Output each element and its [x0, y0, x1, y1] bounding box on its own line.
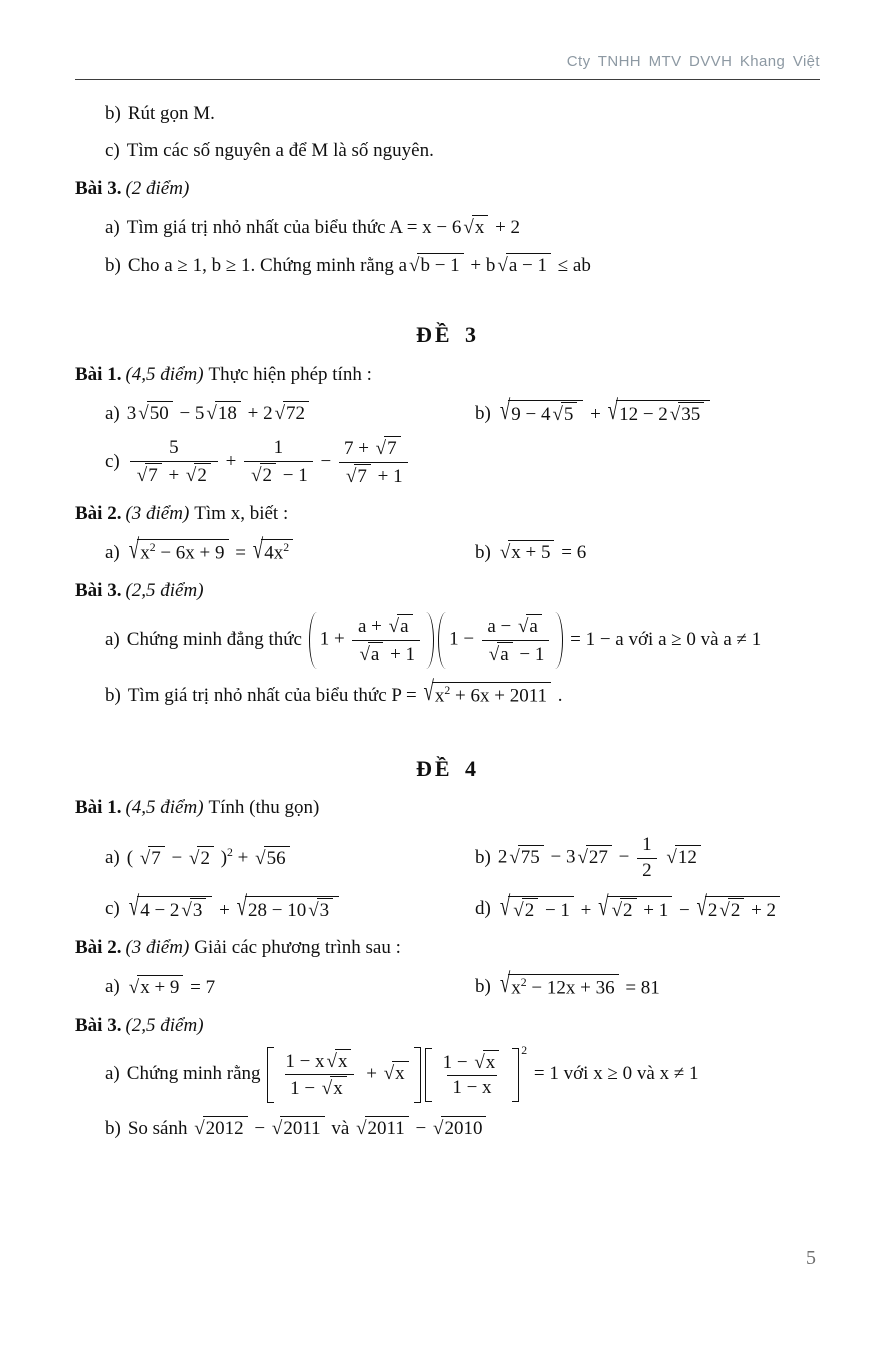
- math-formula: √ 9 − 4 √ 5 + √ 12 − 2 √ 35: [498, 400, 712, 428]
- math-formula: √ 4 − 2 √ 3 + √ 28 − 10 √ 3: [127, 896, 341, 924]
- math-formula: 5 √ 7 + √ 2 + 1 √ 2 − 1 − 7 + √ 7 √ 7 + 1: [127, 451, 411, 472]
- exercise-instruction: Giải các phương trình sau :: [194, 937, 401, 959]
- item-label: b): [475, 402, 491, 424]
- de4-title: ĐỀ 4: [415, 755, 480, 781]
- de4-bai1-row-cd: [75, 891, 820, 924]
- de4-bai1-heading: [75, 796, 820, 821]
- company-name: Cty TNHH MTV DVVH Khang Việt: [566, 53, 820, 70]
- exercise-number: Bài 3.: [75, 178, 122, 200]
- math-formula: Tìm giá trị nhỏ nhất của biểu thức A = x − 6 √ x + 2: [126, 216, 521, 238]
- de3-bai2-item-a: [75, 534, 445, 566]
- item-label: b): [105, 102, 121, 124]
- exercise-instruction: Thực hiện phép tính :: [208, 363, 372, 385]
- math-formula: ( √ 7 − √ 2 )$^2$ + √ 56: [127, 845, 292, 871]
- page-header: [75, 0, 820, 80]
- page-number: 5: [806, 1247, 816, 1269]
- exercise-points: (2 điểm): [125, 178, 190, 200]
- de4-bai1-row-ab: [75, 834, 820, 883]
- header-rule: [75, 79, 820, 80]
- exercise-instruction: Tìm x, biết :: [194, 502, 289, 524]
- item-label: d): [475, 898, 491, 920]
- de3-bai2-heading: [75, 502, 820, 527]
- de3-bai3-heading: [75, 579, 820, 604]
- exercise-number: Bài 3.: [75, 580, 122, 602]
- de3-bai3-item-b: [75, 677, 820, 709]
- item-text: Tìm các số nguyên a để M là số nguyên.: [126, 140, 434, 162]
- de3-bai2-item-b: [445, 540, 586, 566]
- item-label: a): [105, 846, 120, 868]
- item-label: b): [105, 255, 121, 277]
- de3-bai1-item-a: [75, 401, 445, 427]
- de4-bai1-item-d: [445, 891, 782, 924]
- math-formula: √ x + 5 = 6: [499, 542, 587, 564]
- exercise-number: Bài 1.: [75, 797, 122, 819]
- exercise-number: Bài 2.: [75, 502, 122, 524]
- math-formula: √ x + 9 = 7: [128, 976, 216, 998]
- de4-bai2-heading: [75, 936, 820, 961]
- item-text: Rút gọn M.: [127, 102, 215, 124]
- exercise-points: (2,5 điểm): [125, 580, 204, 602]
- de4-bai1-item-a: [75, 845, 445, 871]
- de4-bai1-item-b: [445, 834, 703, 883]
- de4-bai3-item-a: [75, 1043, 820, 1104]
- de3-bai1-heading: [75, 363, 820, 388]
- exercise-points: (4,5 điểm): [125, 363, 204, 385]
- intro-item-b: [75, 102, 820, 127]
- item-label: b): [105, 1118, 121, 1140]
- intro-bai3-item-b: [75, 253, 820, 279]
- item-label: a): [105, 976, 120, 998]
- math-formula: √ $x^2 - 6x + 9$ = √ $4x^2$: [127, 539, 295, 566]
- item-label: c): [105, 140, 120, 162]
- math-formula: Cho a ≥ 1, b ≥ 1. Chứng minh rằng a √ b − 1 + b √ a − 1 ≤ ab: [127, 255, 591, 277]
- exercise-number: Bài 3.: [75, 1014, 122, 1036]
- exercise-instruction: Tính (thu gọn): [208, 797, 320, 819]
- math-formula: √ $x^2 - 12x + 36$ = 81: [499, 969, 660, 1000]
- de4-bai2-row-ab: [75, 969, 820, 1001]
- item-label: a): [105, 1063, 120, 1085]
- math-formula: √ √ 2 − 1 + √ √ 2 + 1 − √ 2 √ 2 + 2: [498, 896, 782, 924]
- math-formula: Chứng minh đẳng thức 1 + a + √ a √ a + 1 1 − a − √ a √ a − 1 = 1 − a với a ≥ 0 và a ≠ 1: [127, 629, 761, 650]
- item-label: b): [105, 685, 121, 706]
- de4-bai2-item-b: [445, 969, 660, 1001]
- intro-item-c: [75, 139, 820, 164]
- de3-title: ĐỀ 3: [415, 322, 480, 348]
- intro-bai3-heading: [75, 177, 820, 202]
- math-formula: So sánh √ 2012 − √ 2011 và √ 2011 − √ 2010: [128, 1118, 489, 1139]
- item-label: a): [105, 216, 120, 238]
- de3-bai3-item-a: [75, 612, 820, 669]
- de3-bai2-row-ab: [75, 534, 820, 566]
- de3-bai1-item-c: [75, 436, 820, 489]
- exercise-number: Bài 1.: [75, 363, 122, 385]
- item-label: a): [105, 541, 120, 563]
- de3-bai1-item-b: [445, 396, 712, 428]
- item-label: b): [475, 541, 491, 563]
- de4-bai1-item-c: [75, 891, 445, 924]
- item-label: c): [105, 898, 120, 920]
- intro-bai3-item-a: [75, 215, 820, 241]
- exercise-points: (3 điểm): [125, 502, 190, 524]
- exercise-points: (3 điểm): [125, 937, 190, 959]
- item-label: b): [475, 976, 491, 998]
- item-label: a): [105, 628, 120, 650]
- exercise-points: (4,5 điểm): [125, 797, 204, 819]
- de4-bai3-heading: [75, 1014, 820, 1039]
- exercise-number: Bài 2.: [75, 937, 122, 959]
- item-label: a): [105, 402, 120, 424]
- exercise-points: (2,5 điểm): [125, 1014, 204, 1036]
- math-formula: 3 √ 50 − 5 √ 18 + 2 √ 72: [127, 401, 311, 427]
- item-label: c): [105, 450, 120, 472]
- de4-bai3-item-b: [75, 1116, 820, 1142]
- math-formula: Chứng minh rằng 1 − x √ x 1 − √ x + √ x 1 − √ x 1 − x $^2$ = 1 với x ≥ 0 và x ≠ 1: [127, 1063, 699, 1084]
- de4-bai2-item-a: [75, 975, 445, 1001]
- de3-bai1-row-ab: [75, 396, 820, 428]
- math-formula: Tìm giá trị nhỏ nhất của biểu thức P = √ $x^2 + 6x + 2011$ .: [127, 677, 563, 708]
- math-formula: 2 √ 75 − 3 √ 27 − $\frac{1}{2}$ √ 12: [498, 834, 703, 883]
- item-label: b): [475, 846, 491, 868]
